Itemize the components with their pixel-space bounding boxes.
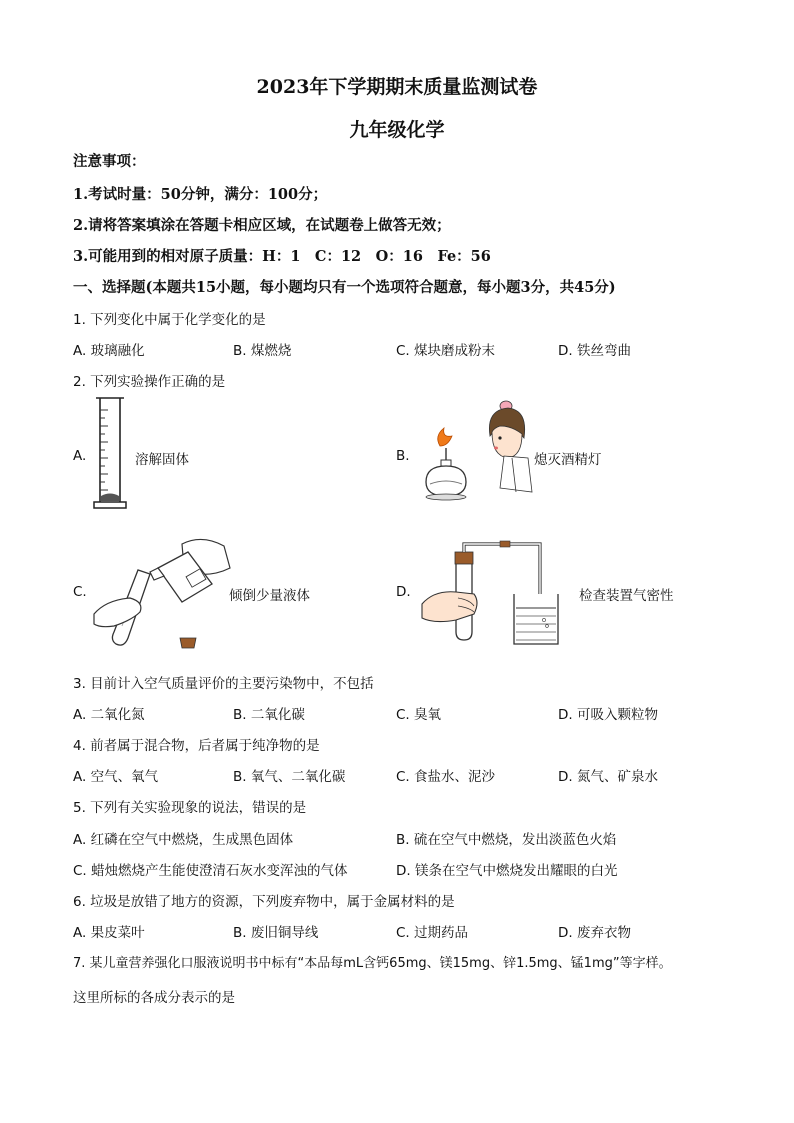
q4-option-d: D. 氮气、矿泉水: [558, 769, 658, 785]
notes-heading: 注意事项：: [73, 153, 146, 170]
q1-option-d: D. 铁丝弯曲: [558, 343, 631, 359]
question-3-stem: 3. 目前计入空气质量评价的主要污染物中，不包括: [73, 676, 374, 692]
q1-option-a: A. 玻璃融化: [73, 343, 145, 359]
q2-figure-d-letter: D.: [396, 584, 411, 600]
girl-blowing-alcohol-lamp-icon: [420, 396, 535, 511]
q4-option-b: B. 氧气、二氧化碳: [233, 769, 346, 785]
q2-figure-d-caption: 检查装置气密性: [579, 588, 674, 604]
question-7-stem-continued: 这里所标的各成分表示的是: [73, 990, 235, 1006]
question-5-stem: 5. 下列有关实验现象的说法，错误的是: [73, 800, 307, 816]
q6-option-d: D. 废弃衣物: [558, 925, 631, 941]
section-heading: 一、选择题(本题共15小题，每小题均只有一个选项符合题意，每小题3分，共45分): [73, 279, 616, 296]
notes-item-1: 1.考试时量：50分钟，满分：100分；: [73, 186, 328, 203]
q6-option-a: A. 果皮菜叶: [73, 925, 145, 941]
q5-option-d: D. 镁条在空气中燃烧发出耀眼的白光: [396, 863, 618, 879]
question-7-stem: 7. 某儿童营养强化口服液说明书中标有“本品每mL含钙65mg、镁15mg、锌1.5mg、锰1mg”等字样。: [73, 956, 672, 971]
q6-option-c: C. 过期药品: [396, 925, 469, 941]
q5-option-c: C. 蜡烛燃烧产生能使澄清石灰水变浑浊的气体: [73, 863, 348, 879]
q4-option-a: A. 空气、氧气: [73, 769, 159, 785]
q3-option-c: C. 臭氧: [396, 707, 442, 723]
q3-option-b: B. 二氧化碳: [233, 707, 305, 723]
notes-item-3: 3.可能用到的相对原子质量：H：1 C：12 O：16 Fe：56: [73, 248, 491, 265]
question-4-stem: 4. 前者属于混合物，后者属于纯净物的是: [73, 738, 320, 754]
question-2-stem: 2. 下列实验操作正确的是: [73, 374, 226, 390]
page-title: 2023年下学期期末质量监测试卷: [256, 76, 538, 98]
q6-option-b: B. 废旧铜导线: [233, 925, 319, 941]
page-subtitle: 九年级化学: [349, 119, 445, 141]
q5-option-b: B. 硫在空气中燃烧，发出淡蓝色火焰: [396, 832, 617, 848]
q4-option-c: C. 食盐水、泥沙: [396, 769, 496, 785]
q2-figure-c-letter: C.: [73, 584, 87, 600]
notes-item-2: 2.请将答案填涂在答题卡相应区域，在试题卷上做答无效；: [73, 217, 451, 234]
q2-figure-b-letter: B.: [396, 448, 410, 464]
q1-option-c: C. 煤块磨成粉末: [396, 343, 496, 359]
graduated-cylinder-icon: [90, 396, 130, 511]
q3-option-a: A. 二氧化氮: [73, 707, 145, 723]
q1-option-b: B. 煤燃烧: [233, 343, 292, 359]
q2-figure-a-caption: 溶解固体: [135, 452, 189, 468]
q3-option-d: D. 可吸入颗粒物: [558, 707, 658, 723]
q2-figure-a-letter: A.: [73, 448, 87, 464]
question-1-stem: 1. 下列变化中属于化学变化的是: [73, 312, 266, 328]
q5-option-a: A. 红磷在空气中燃烧，生成黑色固体: [73, 832, 294, 848]
q2-figure-c-caption: 倾倒少量液体: [229, 588, 310, 604]
pouring-liquid-into-test-tube-icon: [92, 528, 232, 653]
q2-figure-b-caption: 熄灭酒精灯: [534, 452, 602, 468]
question-6-stem: 6. 垃圾是放错了地方的资源，下列废弃物中，属于金属材料的是: [73, 894, 455, 910]
airtightness-check-apparatus-icon: [418, 540, 563, 650]
